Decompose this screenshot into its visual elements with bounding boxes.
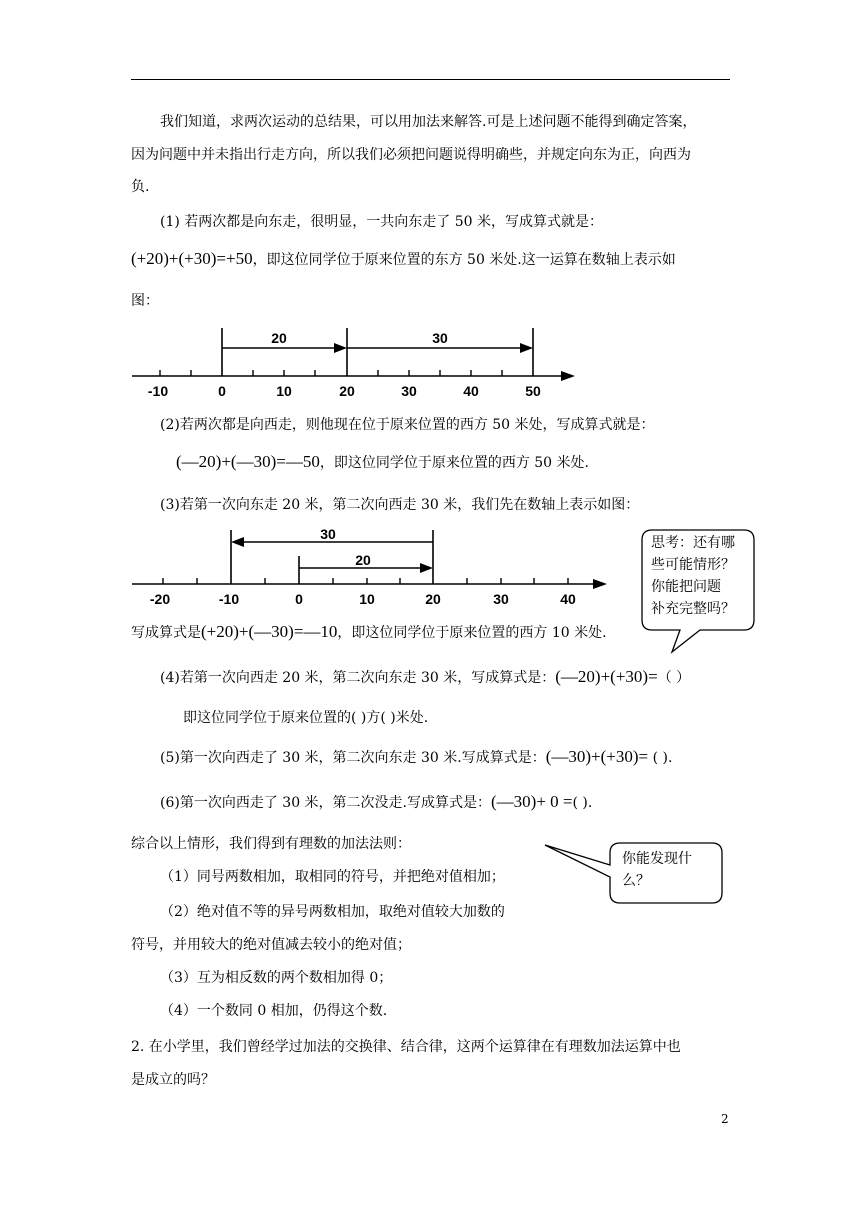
case1-text: (1) 若两次都是向东走，很明显，一共向东走了 50 米，写成算式就是： [160, 214, 603, 230]
number-line-1 [0, 320, 860, 400]
axis-1-tick-label: -10 [147, 383, 169, 399]
axis-1-arrow-label-20: 20 [271, 330, 287, 346]
case4-line [160, 667, 690, 688]
bubble-line: 你能把问题 [651, 579, 721, 595]
question-2-line-1: 2. 在小学里，我们曾经学过加法的交换律、结合律，这两个运算律在有理数加法运算中也 [131, 1039, 681, 1055]
case2-after: ，即这位同学位于原来位置的西方 50 米处. [319, 455, 589, 471]
case4-text: (4)若第一次向西走 20 米，第二次向东走 30 米，写成算式是： [160, 670, 556, 686]
case3-formula: (+20)+(—30)=—10 [201, 622, 338, 641]
axis-1-arrowhead [561, 371, 575, 381]
case2-formula: (—20)+(—30)=—50 [176, 452, 320, 471]
case6-blank: ( ). [572, 795, 593, 811]
case5-text: (5)第一次向西走了 30 米，第二次向东走 30 米.写成算式是： [160, 750, 546, 766]
axis-2-tick-label: 30 [493, 591, 509, 607]
rule-3: （3）互为相反数的两个数相加得 0； [160, 970, 393, 986]
bubble-line: 你能发现什 [622, 851, 692, 867]
axis-1-arrow-30-head [520, 343, 533, 353]
rule-4: （4）一个数同 0 相加，仍得这个数. [160, 1003, 388, 1019]
case6-line [160, 792, 592, 813]
axis-1-tick-label: 30 [401, 383, 417, 399]
case5-formula: (—30)+(+30)= [545, 747, 649, 766]
discover-bubble [0, 835, 860, 935]
case4-formula: (—20)+(+30)= [555, 667, 658, 686]
axis-1-tick-label: 20 [339, 383, 355, 399]
axis-1-arrow-label-30: 30 [432, 330, 448, 346]
axis-1-tick-label: 10 [276, 383, 292, 399]
question-2-line-2: 是成立的吗？ [131, 1072, 215, 1088]
rule-2b: 符号，并用较大的绝对值减去较小的绝对值； [131, 937, 411, 953]
rule-2a: （2）绝对值不等的异号两数相加，取绝对值较大加数的 [160, 904, 505, 920]
case2-line [176, 452, 589, 473]
intro-line-3: 负. [131, 179, 150, 195]
axis-2-tick-label: 10 [359, 591, 375, 607]
rules-heading: 综合以上情形，我们得到有理数的加法法则： [131, 836, 411, 852]
case3-after: ，即这位同学位于原来位置的西方 10 米处. [337, 625, 607, 641]
intro-line-2: 因为问题中并未指出行走方向，所以我们必须把问题说得明确些，并规定向东为正，向西为 [131, 147, 691, 163]
bubble-line: 些可能情形？ [651, 557, 735, 573]
bubble-line: 思考：还有哪 [651, 535, 735, 551]
axis-2-tick-label: -20 [149, 591, 171, 607]
axis-2-tick-label: 40 [560, 591, 576, 607]
axis-2-tick-label: -10 [218, 591, 240, 607]
case1-formula: (+20)+(+30)=+50 [131, 249, 253, 268]
axis-2-tick-label: 0 [295, 591, 303, 607]
page-number: 2 [721, 1112, 729, 1126]
case1-line3: 图： [131, 293, 159, 309]
axis-1-tick-label: 40 [463, 383, 479, 399]
case6-formula: (—30)+ 0 = [491, 792, 573, 811]
case5-blank: ( ). [652, 750, 673, 766]
discover-bubble-text [622, 848, 692, 892]
case3-prefix: 写成算式是 [131, 625, 201, 641]
case5-line [160, 747, 672, 768]
case3-text: (3)若第一次向东走 20 米，第二次向西走 30 米，我们先在数轴上表示如图： [160, 497, 640, 513]
axis-1-arrow-20-head [334, 343, 347, 353]
bubble-line: 么？ [622, 873, 650, 889]
case1-line [131, 249, 676, 270]
case4-blank: （ ） [657, 670, 691, 686]
axis-1-tick-label: 50 [525, 383, 541, 399]
axis-2-arrow-label-30: 30 [320, 526, 336, 542]
axis-1-tick-label: 0 [218, 383, 226, 399]
header-rule [131, 79, 730, 80]
case4-line2: 即这位同学位于原来位置的( )方( )米处. [183, 710, 429, 726]
case6-text: (6)第一次向西走了 30 米，第二次没走.写成算式是： [160, 795, 491, 811]
axis-2-arrow-label-20: 20 [355, 552, 371, 568]
axis-2-tick-label: 20 [425, 591, 441, 607]
case1-after: ，即这位同学位于原来位置的东方 50 米处.这一运算在数轴上表示如 [252, 252, 676, 268]
case3-result-line [131, 622, 607, 643]
bubble-line: 补充完整吗？ [651, 601, 735, 617]
case2-text: (2)若两次都是向西走，则他现在位于原来位置的西方 50 米处，写成算式就是： [160, 417, 655, 433]
thinking-bubble-text [651, 532, 735, 620]
rule-1: （1）同号两数相加，取相同的符号，并把绝对值相加； [160, 869, 505, 885]
intro-line-1: 我们知道，求两次运动的总结果，可以用加法来解答.可是上述问题不能得到确定答案， [160, 114, 697, 130]
